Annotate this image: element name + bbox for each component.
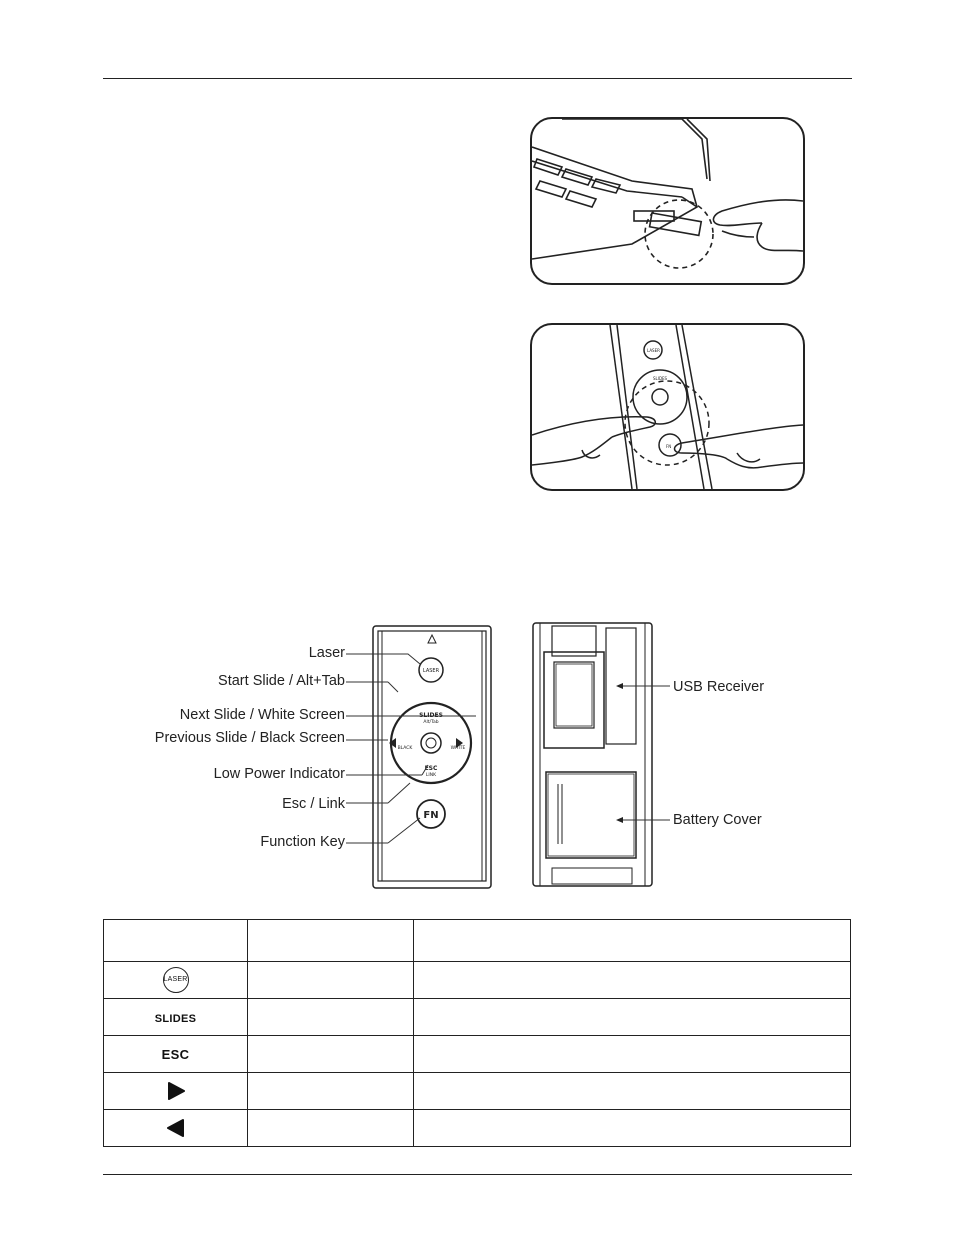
table-icon-cell [104,1110,248,1147]
remote-front-slides-text: SLIDES [419,712,443,719]
table-cell [414,999,851,1036]
table-row [104,1073,851,1110]
table-cell [248,1073,414,1110]
remote-front-laser-text: LASER [422,668,440,674]
table-cell [248,999,414,1036]
remote-front-black-text: BLACK [397,746,413,751]
label-start-slide: Start Slide / Alt+Tab [218,673,345,689]
remote-front-link-text: LINK [425,773,437,778]
table-header-cell [414,920,851,962]
table-header-cell [248,920,414,962]
remote-front-fn-text: FN [423,810,439,821]
footer-rule [103,1174,852,1175]
table-icon-cell [104,1036,248,1073]
laser-button-icon: LASER [163,967,189,993]
table-header-cell [104,920,248,962]
table-row [104,1110,851,1147]
front-leader-lines [340,640,480,860]
table-icon-cell [104,999,248,1036]
remote-buttons-illustration [530,323,805,491]
svg-text:SLIDES: SLIDES [653,376,668,381]
table-row [104,1036,851,1073]
right-triangle-icon [166,1082,186,1100]
label-low-power: Low Power Indicator [213,766,345,782]
back-leader-lines [612,676,672,836]
remote-press-drawing [532,325,803,489]
label-battery-cover: Battery Cover [673,812,762,828]
svg-text:LASER: LASER [647,348,660,353]
esc-text-icon: ESC [161,1046,190,1062]
table-row [104,999,851,1036]
table-cell [414,962,851,999]
label-usb-receiver: USB Receiver [673,679,765,695]
remote-front-alttab-text: Alt/Tab [423,720,439,725]
label-esc-link: Esc / Link [282,796,345,812]
label-next-slide: Next Slide / White Screen [179,707,345,723]
table-header-row [104,920,851,962]
remote-front-white-text: WHITE [450,746,466,751]
table-icon-cell [104,962,248,999]
table-cell [414,1036,851,1073]
svg-text:FN: FN [666,444,672,449]
table-cell [248,962,414,999]
label-previous-slide: Previous Slide / Black Screen [154,730,345,746]
table-cell [248,1110,414,1147]
header-rule [103,78,852,79]
label-laser: Laser [308,645,345,661]
table-icon-cell [104,1073,248,1110]
table-cell [414,1073,851,1110]
table-cell [414,1110,851,1147]
slides-text-icon: SLIDES [154,1012,197,1025]
laptop-usb-illustration [530,117,805,285]
table-cell [248,1036,414,1073]
key-function-table [103,919,851,1147]
table-row [104,962,851,999]
left-triangle-icon [166,1119,186,1137]
laptop-usb-drawing [532,119,803,283]
remote-front-esc-text: ESC [424,765,438,772]
label-function-key: Function Key [260,834,345,850]
